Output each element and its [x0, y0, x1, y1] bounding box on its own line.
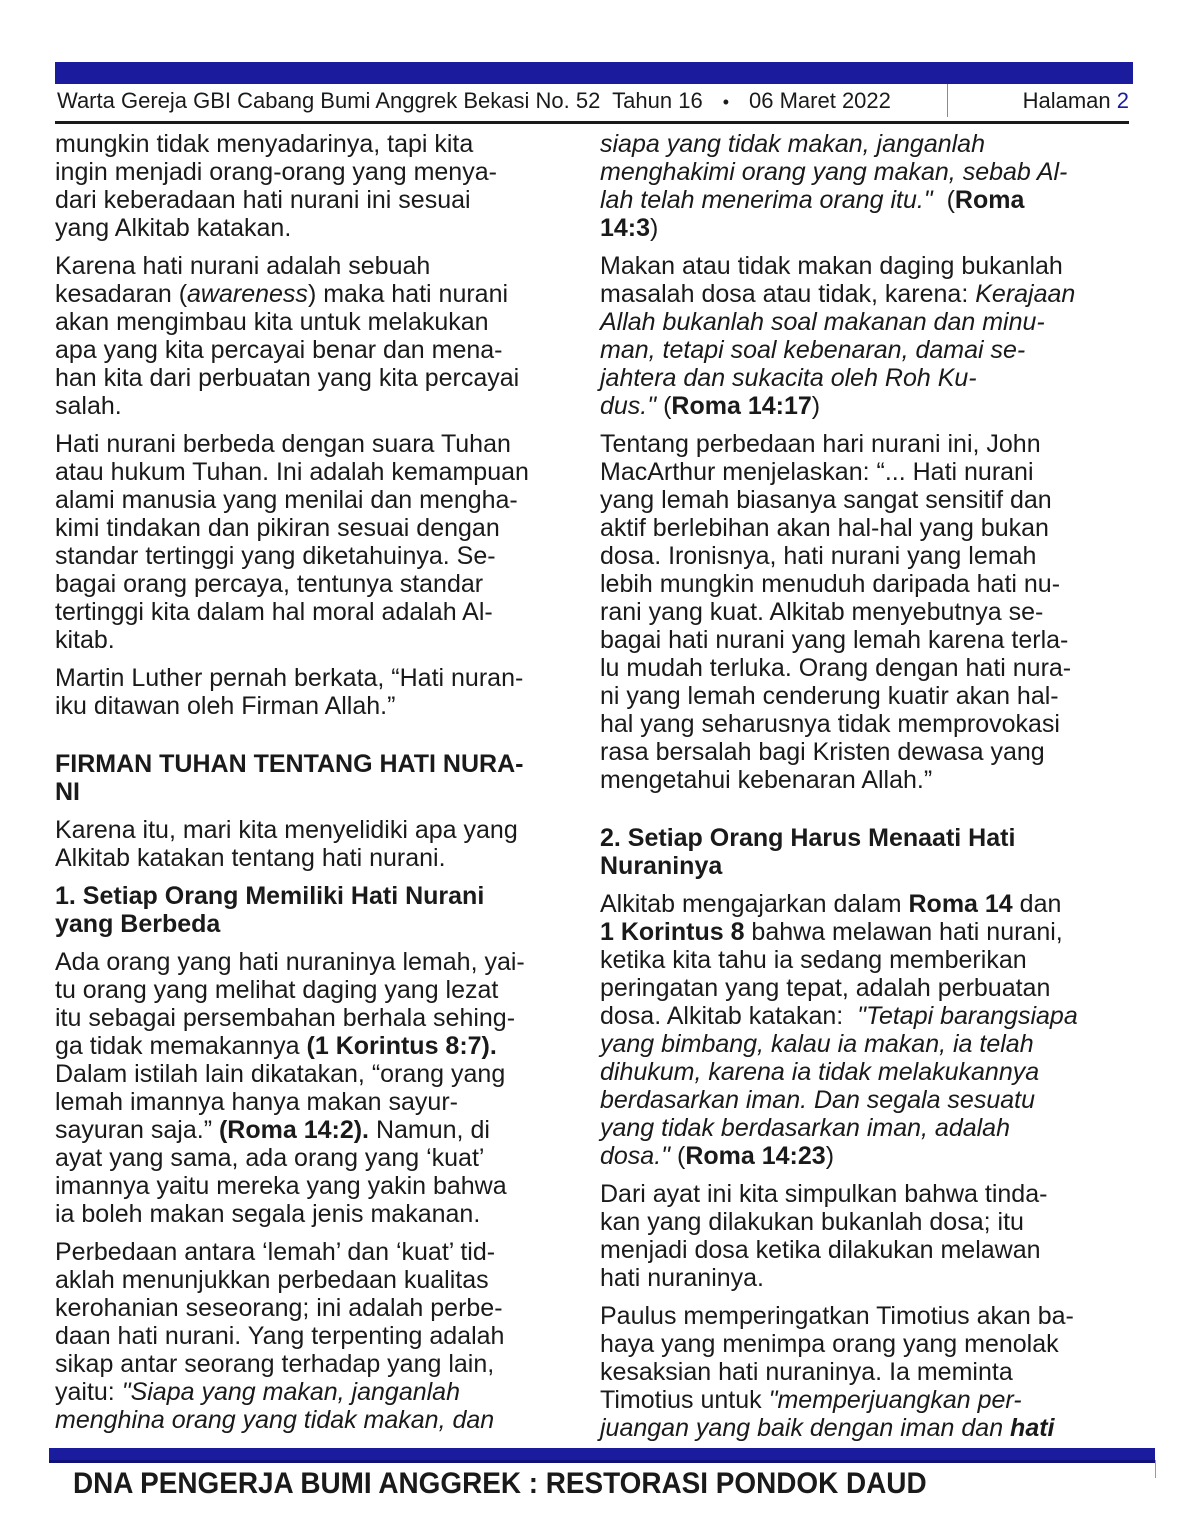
text-segment: yang Berbeda — [55, 910, 221, 938]
text-segment: MacArthur menjelaskan: “... Hati nurani — [600, 458, 1034, 486]
text-segment: menghina orang yang tidak makan, dan — [55, 1406, 495, 1434]
text-segment: aklah menunjukkan perbedaan kualitas — [55, 1266, 489, 1294]
header-top-bar — [55, 62, 1133, 84]
page-indicator — [1023, 88, 1129, 114]
text-segment: tertinggi kita dalam hal moral adalah Al- — [55, 598, 493, 626]
text-segment: dosa. Ironisnya, hati nurani yang lemah — [600, 542, 1037, 570]
text-segment: mengetahui kebenaran Allah.” — [600, 766, 933, 794]
text-segment: juangan yang baik dengan iman dan — [600, 1414, 1011, 1442]
text-segment: haya yang menimpa orang yang menolak — [600, 1330, 1059, 1358]
text-segment: sayuran saja.” — [55, 1116, 219, 1144]
paragraph — [55, 252, 595, 420]
header-divider-line — [947, 84, 948, 117]
text-segment: yang lemah biasanya sangat sensitif dan — [600, 486, 1052, 514]
page-label: Halaman — [1022, 88, 1117, 113]
text-segment: Martin Luther pernah berkata, “Hati nuran- — [55, 664, 524, 692]
text-segment: rani yang kuat. Alkitab menyebutnya se- — [600, 598, 1044, 626]
text-segment: Ada orang yang hati nuraninya lemah, yai- — [55, 948, 525, 976]
text-segment: alami manusia yang menilai dan mengha- — [55, 486, 518, 514]
text-segment: dosa. Alkitab katakan: — [600, 1002, 858, 1030]
text-segment: ga tidak memakannya — [55, 1032, 307, 1060]
header — [57, 88, 1129, 114]
text-segment: dihukum, karena ia tidak melakukannya — [600, 1058, 1040, 1086]
text-segment: NI — [55, 778, 80, 806]
text-segment: siapa yang tidak makan, janganlah — [600, 130, 985, 158]
text-segment: Hati nurani berbeda dengan suara Tuhan — [55, 430, 511, 458]
page-number: 2 — [1116, 88, 1129, 113]
header-left — [57, 88, 891, 114]
text-segment: lemah imannya hanya makan sayur- — [55, 1088, 458, 1116]
text-segment: hal yang seharusnya tidak memprovokasi — [600, 710, 1060, 738]
text-segment: ) — [650, 214, 659, 242]
text-segment: "memperjuangkan per- — [768, 1386, 1022, 1414]
text-segment: menjadi dosa ketika dilakukan melawan — [600, 1236, 1041, 1264]
text-segment: ni yang lemah cenderung kuatir akan hal- — [600, 682, 1059, 710]
paragraph — [600, 890, 1145, 1170]
section-heading — [55, 882, 595, 938]
footer-slogan: DNA PENGERJA BUMI ANGGREK : RESTORASI PONDOK DAUD — [73, 1467, 927, 1500]
paragraph — [55, 948, 595, 1228]
text-segment: 1 Korintus 8 — [600, 918, 745, 946]
text-segment: yaitu: — [55, 1378, 122, 1406]
left-column — [55, 130, 595, 1444]
section-heading — [55, 750, 595, 806]
text-segment: 2. Setiap Orang Harus Menaati Hati — [600, 824, 1016, 852]
text-segment: kitab. — [55, 626, 115, 654]
text-segment: hati — [1010, 1414, 1055, 1442]
section-heading — [600, 824, 1145, 880]
text-segment: bagai orang percaya, tentunya standar — [55, 570, 484, 598]
text-segment: ( — [656, 392, 672, 420]
text-segment: "Siapa yang makan, janganlah — [121, 1378, 460, 1406]
footer-bar-edge — [49, 1460, 1155, 1463]
text-segment: standar tertinggi yang diketahuinya. Se- — [55, 542, 496, 570]
text-segment: han kita dari perbuatan yang kita percayai — [55, 364, 520, 392]
text-segment: akan mengimbau kita untuk melakukan — [55, 308, 489, 336]
text-segment: ingin menjadi orang-orang yang menya- — [55, 158, 497, 186]
text-segment: dan — [1012, 890, 1062, 918]
text-segment: ( — [670, 1142, 686, 1170]
text-segment: Roma 14:17 — [671, 392, 812, 420]
text-segment: FIRMAN TUHAN TENTANG HATI NURA- — [55, 750, 524, 778]
text-segment: Karena itu, mari kita menyelidiki apa yang — [55, 816, 518, 844]
text-segment: aktif berlebihan akan hal-hal yang bukan — [600, 514, 1049, 542]
text-segment: awareness — [187, 280, 308, 308]
text-segment: hati nuraninya. — [600, 1264, 765, 1292]
text-segment: kesaksian hati nuraninya. Ia meminta — [600, 1358, 1013, 1386]
text-segment: lah telah menerima orang itu." — [600, 186, 933, 214]
text-segment: Namun, di — [369, 1116, 490, 1144]
text-segment: ) maka hati nurani — [307, 280, 509, 308]
text-segment: Roma 14 — [908, 890, 1013, 918]
paragraph — [600, 252, 1145, 420]
text-segment: Paulus memperingatkan Timotius akan ba- — [600, 1302, 1074, 1330]
text-segment: yang Alkitab katakan. — [55, 214, 292, 242]
text-segment: Roma — [954, 186, 1025, 214]
text-segment: mungkin tidak menyadarinya, tapi kita — [55, 130, 474, 158]
text-segment: Timotius untuk — [600, 1386, 769, 1414]
text-segment: ia boleh makan segala jenis makanan. — [55, 1200, 481, 1228]
text-segment: yang tidak berdasarkan iman, adalah — [600, 1114, 1010, 1142]
paragraph — [55, 664, 595, 720]
text-segment: kan yang dilakukan bukanlah dosa; itu — [600, 1208, 1024, 1236]
text-segment: kerohanian seseorang; ini adalah perbe- — [55, 1294, 503, 1322]
bullet-separator: • — [722, 92, 730, 112]
paragraph — [55, 130, 595, 242]
footer-top-bar — [49, 1448, 1155, 1460]
text-segment: ketika kita tahu ia sedang memberikan — [600, 946, 1027, 974]
text-segment: imannya yaitu mereka yang yakin bahwa — [55, 1172, 507, 1200]
text-segment: 14:3 — [600, 214, 651, 242]
paragraph — [55, 1238, 595, 1434]
text-segment: Allah bukanlah soal makanan dan minu- — [600, 308, 1045, 336]
paragraph — [600, 1302, 1145, 1442]
text-segment: Roma 14:23 — [685, 1142, 826, 1170]
newsletter-title: Warta Gereja GBI Cabang Bumi Anggrek Bekasi No. 52 Tahun 16 — [57, 88, 703, 113]
text-segment: (Roma 14:2). — [218, 1116, 370, 1144]
text-segment: ( — [932, 186, 955, 214]
header-rule — [55, 121, 1129, 124]
text-segment: dari keberadaan hati nurani ini sesuai — [55, 186, 471, 214]
text-segment: ayat yang sama, ada orang yang ‘kuat’ — [55, 1144, 485, 1172]
paragraph — [55, 430, 595, 654]
text-segment: man, tetapi soal kebenaran, damai se- — [600, 336, 1026, 364]
text-segment: dus." — [600, 392, 657, 420]
paragraph — [600, 430, 1145, 794]
text-segment: Nuraninya — [600, 852, 723, 880]
text-segment: rasa bersalah bagi Kristen dewasa yang — [600, 738, 1045, 766]
text-segment: tu orang yang melihat daging yang lezat — [55, 976, 499, 1004]
text-segment: bahwa melawan hati nurani, — [744, 918, 1063, 946]
footer-divider-line — [1155, 1460, 1156, 1478]
text-segment: ) — [825, 1142, 835, 1170]
text-segment: kesadaran ( — [55, 280, 188, 308]
text-segment: apa yang kita percayai benar dan mena- — [55, 336, 503, 364]
text-segment: salah. — [55, 392, 122, 420]
text-segment: ) — [811, 392, 821, 420]
text-segment: masalah dosa atau tidak, karena: — [600, 280, 976, 308]
text-segment: (1 Korintus 8:7). — [306, 1032, 497, 1060]
text-segment: bagai hati nurani yang lemah karena terla- — [600, 626, 1069, 654]
text-segment: berdasarkan iman. Dan segala sesuatu — [600, 1086, 1035, 1114]
right-column — [600, 130, 1145, 1452]
text-segment: atau hukum Tuhan. Ini adalah kemampuan — [55, 458, 529, 486]
text-segment: Alkitab mengajarkan dalam — [600, 890, 909, 918]
text-segment: kimi tindakan dan pikiran sesuai dengan — [55, 514, 500, 542]
text-segment: daan hati nurani. Yang terpenting adalah — [55, 1322, 505, 1350]
paragraph — [600, 130, 1145, 242]
text-segment: menghakimi orang yang makan, sebab Al- — [600, 158, 1068, 186]
text-segment: Tentang perbedaan hari nurani ini, John — [600, 430, 1041, 458]
issue-date: 06 Maret 2022 — [749, 88, 891, 113]
text-segment: Dalam istilah lain dikatakan, “orang yang — [55, 1060, 506, 1088]
text-segment: dosa." — [600, 1142, 671, 1170]
text-segment: sikap antar seorang terhadap yang lain, — [55, 1350, 495, 1378]
text-segment: lebih mungkin menuduh daripada hati nu- — [600, 570, 1061, 598]
text-segment: jahtera dan sukacita oleh Roh Ku- — [600, 364, 977, 392]
text-segment: Dari ayat ini kita simpulkan bahwa tinda- — [600, 1180, 1048, 1208]
text-segment: Perbedaan antara ‘lemah’ dan ‘kuat’ tid- — [55, 1238, 496, 1266]
text-segment: itu sebagai persembahan berhala sehing- — [55, 1004, 516, 1032]
text-segment: Alkitab katakan tentang hati nurani. — [55, 844, 446, 872]
text-segment: lu mudah terluka. Orang dengan hati nura- — [600, 654, 1072, 682]
text-segment: "Tetapi barangsiapa — [857, 1002, 1078, 1030]
text-segment: yang bimbang, kalau ia makan, ia telah — [600, 1030, 1034, 1058]
text-segment: Makan atau tidak makan daging bukanlah — [600, 252, 1063, 280]
paragraph — [55, 816, 595, 872]
text-segment: 1. Setiap Orang Memiliki Hati Nurani — [55, 882, 485, 910]
text-segment: peringatan yang tepat, adalah perbuatan — [600, 974, 1051, 1002]
text-segment: iku ditawan oleh Firman Allah.” — [55, 692, 396, 720]
paragraph — [600, 1180, 1145, 1292]
text-segment: Kerajaan — [975, 280, 1076, 308]
text-segment: Karena hati nurani adalah sebuah — [55, 252, 431, 280]
